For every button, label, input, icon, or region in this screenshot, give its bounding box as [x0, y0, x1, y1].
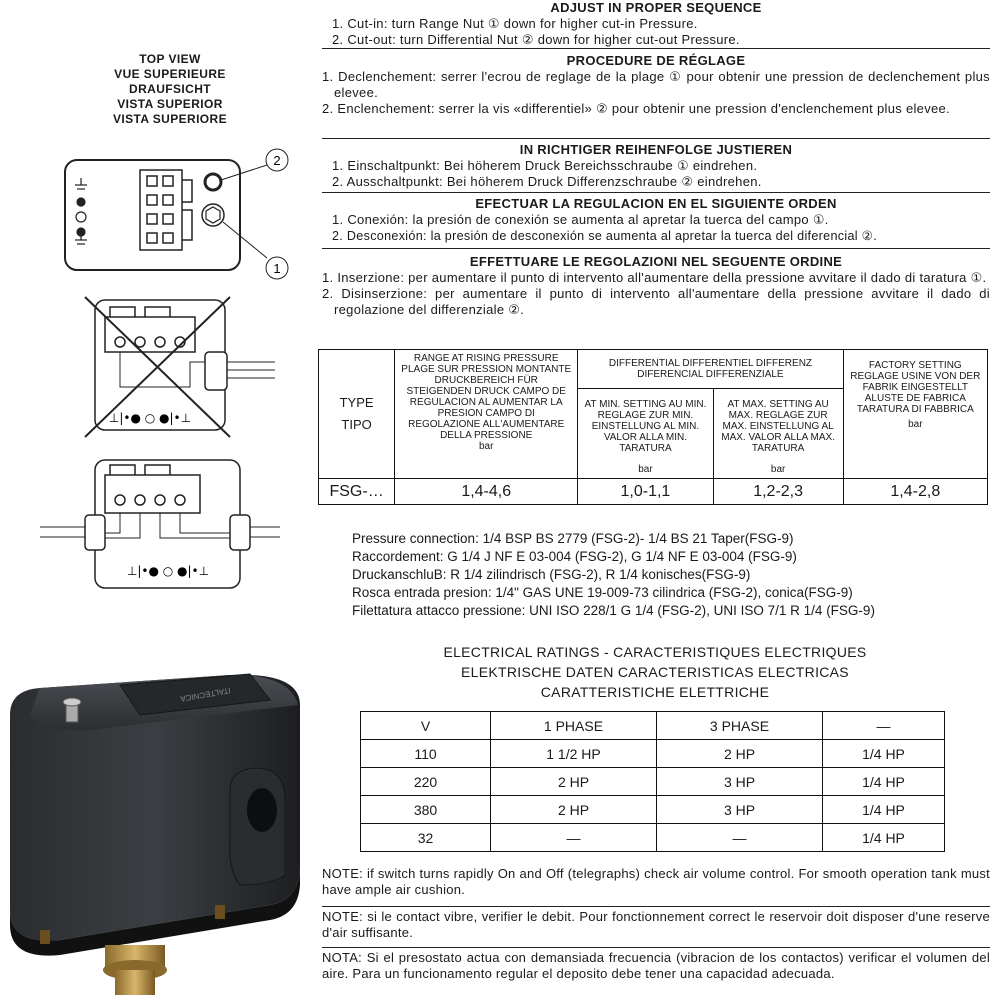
connection-line: Pressure connection: 1/4 BSP BS 2779 (FSG-2)- 1/4 BS 21 Taper(FSG-9) [352, 531, 794, 546]
column-header: 3 PHASE [657, 712, 823, 740]
note-en: NOTE: if switch turns rapidly On and Off (telegraphs) check air volume control. For smooth operation tank must have ample air cushion. [322, 866, 990, 897]
table-cell-min: 1,0-1,1 [578, 479, 713, 505]
max-header-text: AT MAX. SETTING AU MAX. REGLAGE ZUR MAX. EINSTELLUNG AL MAX. VALOR ALLA MAX. TARATURA [721, 399, 835, 454]
table-row [361, 740, 945, 768]
top-view-line: VISTA SUPERIORE [112, 112, 228, 126]
section-it [322, 254, 990, 318]
note-es: NOTA: Si el presostato actua con demansiada frecuencia (vibracion de los contactos) verificar el volumen del aire. Para un funcionamento regular el deposito debe tener una capacidad adecuada. [322, 947, 990, 982]
table-cell: — [657, 824, 823, 852]
section-line: 1. Conexión: la presión de conexión se aumenta al apretar la tuerca del campo ①. [332, 212, 829, 227]
section-title: EFFETTUARE LE REGOLAZIONI NEL SEGUENTE ORDINE [469, 254, 843, 269]
electrical-title-line: ELECTRICAL RATINGS - CARACTERISTIQUES ELECTRIQUES [443, 644, 867, 660]
top-view-line: VUE SUPERIEURE [114, 67, 226, 81]
table-cell: 380 [361, 796, 491, 824]
section-title: IN RICHTIGER REIHENFOLGE JUSTIEREN [519, 142, 793, 157]
notes-block [322, 866, 990, 982]
range-header [395, 350, 578, 479]
section-es [322, 196, 990, 244]
min-unit: bar [638, 464, 653, 475]
wiring-diagram-crossed [80, 292, 280, 442]
section-line: 1. Cut-in: turn Range Nut ① down for higher cut-in Pressure. [332, 16, 698, 31]
spec-table [318, 349, 988, 505]
table-cell: 3 HP [657, 768, 823, 796]
section-de [322, 142, 990, 190]
section-line: 2. Cut-out: turn Differential Nut ② down for higher cut-out Pressure. [332, 32, 740, 47]
connection-line: Raccordement: G 1/4 J NF E 03-004 (FSG-2), G 1/4 NF E 03-004 (FSG-9) [352, 549, 797, 564]
callout-1-label: 1 [273, 261, 281, 276]
section-title: EFECTUAR LA REGULACION EN EL SIGUIENTE ORDEN [475, 196, 837, 211]
top-view-diagram [55, 140, 305, 290]
electrical-title-line: CARATTERISTICHE ELETTRICHE [540, 684, 770, 700]
pressure-connection-block [352, 530, 875, 620]
differential-header-line: DIFERENCIAL DIFFERENZIALE [637, 369, 784, 380]
section-line: 2. Ausschaltpunkt: Bei höherem Druck Differenzschraube ② eindrehen. [332, 174, 762, 189]
tipo-label: TIPO [341, 417, 372, 432]
differential-header [578, 350, 843, 389]
type-header [319, 350, 395, 479]
column-header: 1 PHASE [491, 712, 657, 740]
section-title: ADJUST IN PROPER SEQUENCE [550, 0, 762, 15]
section-line: 2. Desconexión: la presión de desconexión se aumenta al apretar la tuerca del diferencial ②. [332, 229, 878, 243]
top-view-line: VISTA SUPERIOR [117, 97, 223, 111]
section-line: 2. Enclenchement: serrer la vis «differentiel» ② pour obtenir une pression d'enclenchement plus elevee. [322, 101, 950, 116]
section-en [322, 0, 990, 48]
table-cell: 220 [361, 768, 491, 796]
electrical-title [360, 642, 950, 702]
table-cell: 32 [361, 824, 491, 852]
divider [322, 192, 990, 193]
max-header [713, 389, 843, 479]
product-brand-label: ITALTECNICA [179, 685, 232, 704]
top-view-caption [95, 52, 245, 127]
table-cell: 1 1/2 HP [491, 740, 657, 768]
table-cell: 1/4 HP [823, 796, 945, 824]
electrical-table [360, 711, 945, 852]
top-view-line: TOP VIEW [139, 52, 201, 66]
table-cell-type: FSG-… [319, 479, 395, 505]
min-header-text: AT MIN. SETTING AU MIN. REGLAGE ZUR MIN. EINSTELLUNG AL MIN. VALOR ALLA MIN. TARATURA [584, 399, 707, 454]
top-view-line: DRAUFSICHT [129, 82, 211, 96]
table-cell-range: 1,4-4,6 [395, 479, 578, 505]
table-cell: — [491, 824, 657, 852]
table-row [361, 796, 945, 824]
electrical-title-line: ELEKTRISCHE DATEN CARACTERISTICAS ELECTRICAS [461, 664, 849, 680]
range-unit: bar [478, 441, 494, 452]
section-title: PROCEDURE DE RÉGLAGE [566, 53, 746, 68]
column-header: — [823, 712, 945, 740]
table-cell-max: 1,2-2,3 [713, 479, 843, 505]
connection-line: Filettatura attacco pressione: UNI ISO 228/1 G 1/4 (FSG-2), UNI ISO 7/1 R 1/4 (FSG-9) [352, 603, 875, 618]
divider [322, 248, 990, 249]
divider [322, 138, 990, 139]
table-cell: 2 HP [491, 768, 657, 796]
wiring-diagram-correct [40, 455, 280, 595]
table-cell-factory: 1,4-2,8 [843, 479, 987, 505]
section-line: 2. Disinserzione: per aumentare il punto di intervento all'aumentare della pressione avvitare il dado di regolazione del differenziale ②. [322, 286, 990, 317]
table-cell: 2 HP [491, 796, 657, 824]
table-cell: 3 HP [657, 796, 823, 824]
factory-unit: bar [908, 419, 923, 430]
connection-line: Rosca entrada presion: 1/4" GAS UNE 19-009-73 cilindrica (FSG-2), conica(FSG-9) [352, 585, 853, 600]
connection-line: DruckanschluB: R 1/4 zilindrisch (FSG-2), R 1/4 konisches(FSG-9) [352, 567, 751, 582]
column-header: V [361, 712, 491, 740]
callout-2-label: 2 [273, 153, 281, 168]
table-row [361, 768, 945, 796]
table-cell: 2 HP [657, 740, 823, 768]
section-line: 1. Einschaltpunkt: Bei höherem Druck Bereichsschraube ① eindrehen. [332, 158, 758, 173]
range-header-text: RANGE AT RISING PRESSURE PLAGE SUR PRESSION MONTANTE DRUCKBEREICH FÜR STEIGENDEN DRUCK CAMPO DE REGULACION AL AUMENTAR LA PRESION CAMPO DI REGOLAZIONE ALL'AUMENTARE DELLA PRESSIONE [401, 353, 572, 441]
divider [322, 48, 990, 49]
section-line: 1. Declenchement: serrer l'ecrou de reglage de la plage ① pour obtenir une pression de declenchement plus elevee. [322, 69, 990, 100]
note-fr: NOTE: si le contact vibre, verifier le debit. Pour fonctionnement correct le reservoir doit disposer d'une reserve d'air suffisante. [322, 906, 990, 941]
pressure-switch-photo [0, 660, 320, 1000]
table-row [361, 824, 945, 852]
table-cell: 1/4 HP [823, 824, 945, 852]
svg-text:⊥|•● ○ ●|•⊥: ⊥|•● ○ ●|•⊥ [126, 564, 210, 578]
max-unit: bar [770, 464, 786, 475]
section-line: 1. Inserzione: per aumentare il punto di intervento all'aumentare della pressione avvitare il dado di taratura ①. [322, 270, 987, 285]
differential-header-line: DIFFERENTIAL DIFFERENTIEL DIFFERENZ [608, 358, 813, 369]
factory-header [843, 350, 987, 479]
svg-text:⊥|•● ○ ●|•⊥: ⊥|•● ○ ●|•⊥ [108, 411, 192, 425]
table-cell: 110 [361, 740, 491, 768]
min-header [578, 389, 713, 479]
factory-header-text: FACTORY SETTING REGLAGE USINE VON DER FABRIK EINGESTELLT ALUSTE DE FABRICA TARATURA DI FABBRICA [850, 360, 981, 415]
section-fr [322, 53, 990, 117]
type-label: TYPE [339, 395, 374, 410]
table-cell: 1/4 HP [823, 740, 945, 768]
table-cell: 1/4 HP [823, 768, 945, 796]
